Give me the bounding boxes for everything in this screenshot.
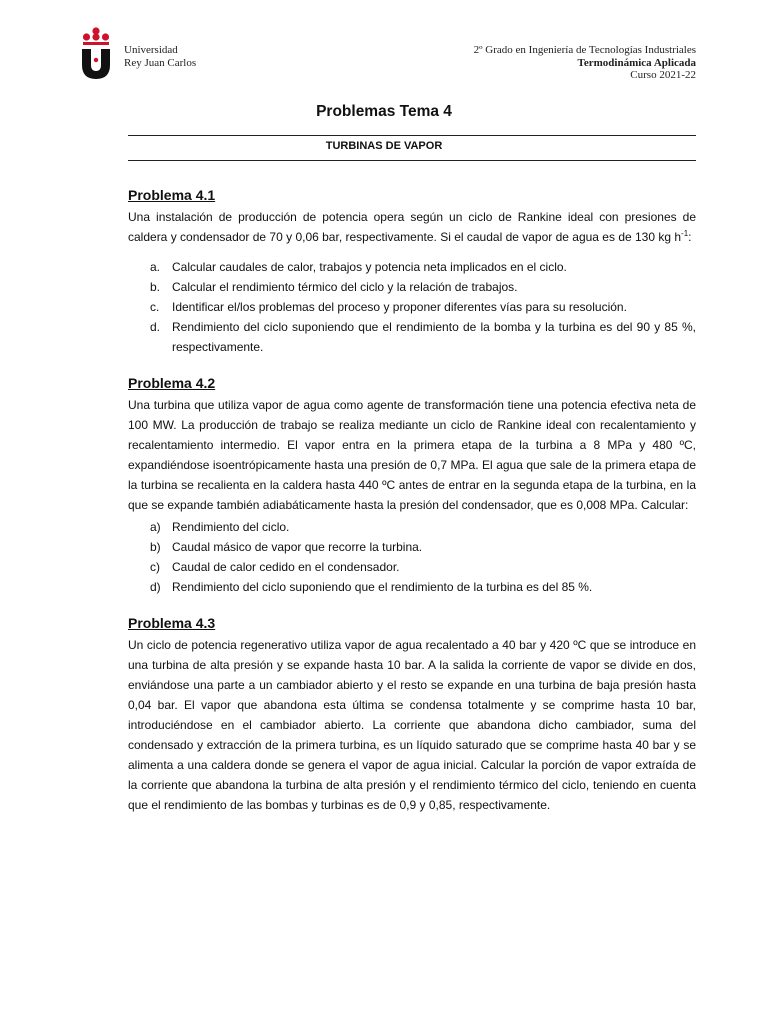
item-marker: b) (150, 540, 161, 554)
list-item (128, 257, 696, 277)
item-marker: b. (150, 280, 161, 294)
course-info (474, 44, 696, 82)
university-name-line2: Rey Juan Carlos (124, 57, 197, 69)
item-marker: a. (150, 260, 161, 274)
item-marker: c. (150, 300, 160, 314)
problems-list (128, 185, 696, 831)
problem-4-1 (128, 185, 696, 357)
university-name (124, 44, 196, 70)
problem-items (128, 517, 696, 597)
university-logo (80, 27, 112, 79)
problem-title: Problema 4.2 (128, 375, 216, 391)
list-item (128, 297, 696, 317)
list-item (128, 517, 696, 537)
list-item (128, 577, 696, 597)
problem-statement: Una instalación de producción de potencia opera según un ciclo de Rankine ideal con presiones de caldera y condensador de 70 y 0,06 bar, respectivamente. Si el caudal de vapor de agua es de 130 kg $h^{-1}$: (128, 210, 696, 244)
item-marker: c) (150, 560, 160, 574)
list-item (128, 317, 696, 357)
top-divider (128, 135, 696, 136)
problem-title: Problema 4.1 (128, 187, 216, 203)
item-text: Rendimiento del ciclo suponiendo que el rendimiento de la bomba y la turbina es del 90 y 85 %, respectivamente. (172, 320, 696, 354)
list-item (128, 277, 696, 297)
university-name-line1: Universidad (124, 44, 178, 56)
problem-title: Problema 4.3 (128, 615, 216, 631)
item-text: Caudal másico de vapor que recorre la turbina. (172, 540, 423, 554)
problem-items (128, 257, 696, 357)
list-item (128, 557, 696, 577)
subject-name: Termodinámica Aplicada (577, 56, 696, 69)
item-text: Identificar el/los problemas del proceso y proponer diferentes vías para su resolución. (172, 300, 627, 314)
problem-statement: Una turbina que utiliza vapor de agua como agente de transformación tiene una potencia efectiva neta de 100 MW. La producción de trabajo se realiza mediante un ciclo de Rankine ideal con recalentamiento y recalentamiento intermedio. El vapor entra en la primera etapa de la turbina a 8 MPa y 480 ºC, expandiéndose isoentrópicamente hasta una presión de 0,7 MPa. El agua que sale de la primera etapa de la turbina se recalienta en la caldera hasta 440 ºC antes de entrar en la segunda etapa de la turbina, en la que se expande también adiabáticamente hasta la presión del condensador, que es 0,008 MPa. Calcular: (128, 398, 696, 512)
list-item (128, 537, 696, 557)
item-text: Rendimiento del ciclo suponiendo que el rendimiento de la turbina es del 85 %. (172, 580, 593, 594)
section-title: TURBINAS DE VAPOR (325, 140, 443, 152)
problem-4-2 (128, 373, 696, 597)
item-text: Calcular caudales de calor, trabajos y potencia neta implicados en el ciclo. (172, 260, 567, 274)
item-text: Rendimiento del ciclo. (172, 520, 290, 534)
item-text: Caudal de calor cedido en el condensador. (172, 560, 400, 574)
item-marker: a) (150, 520, 161, 534)
problem-statement: Un ciclo de potencia regenerativo utiliza vapor de agua recalentado a 40 bar y 420 ºC que se introduce en una turbina de alta presión y se expande hasta 10 bar. A la salida la corriente de vapor se divide en dos, enviándose una parte a un cambiador abierto y el resto se expande en una turbina de baja presión hasta 0,04 bar. El vapor que abandona esta última se condensa totalmente y se comprime hasta 10 bar, introduciéndose en el cambiador abierto. La corriente que abandona dicho cambiador, suma del condensado y extracción de la primera turbina, es un líquido saturado que se comprime hasta 40 bar y se alimenta a una caldera donde se genera el vapor de agua inicial. Calcular la porción de vapor extraída de la corriente que abandona la turbina de alta presión y el rendimiento térmico del ciclo, teniendo en cuenta que el rendimiento de las bombas y turbinas es de 0,9 y 0,85, respectivamente. (128, 638, 696, 812)
course-year: Curso 2021-22 (630, 69, 696, 81)
problem-4-3 (128, 613, 696, 815)
degree-name: 2º Grado en Ingeniería de Tecnologías Industriales (473, 44, 696, 56)
bottom-divider (128, 160, 696, 161)
item-marker: d) (150, 580, 161, 594)
item-marker: d. (150, 320, 161, 334)
page-title: Problemas Tema 4 (316, 103, 452, 120)
item-text: Calcular el rendimiento térmico del ciclo y la relación de trabajos. (172, 280, 518, 294)
